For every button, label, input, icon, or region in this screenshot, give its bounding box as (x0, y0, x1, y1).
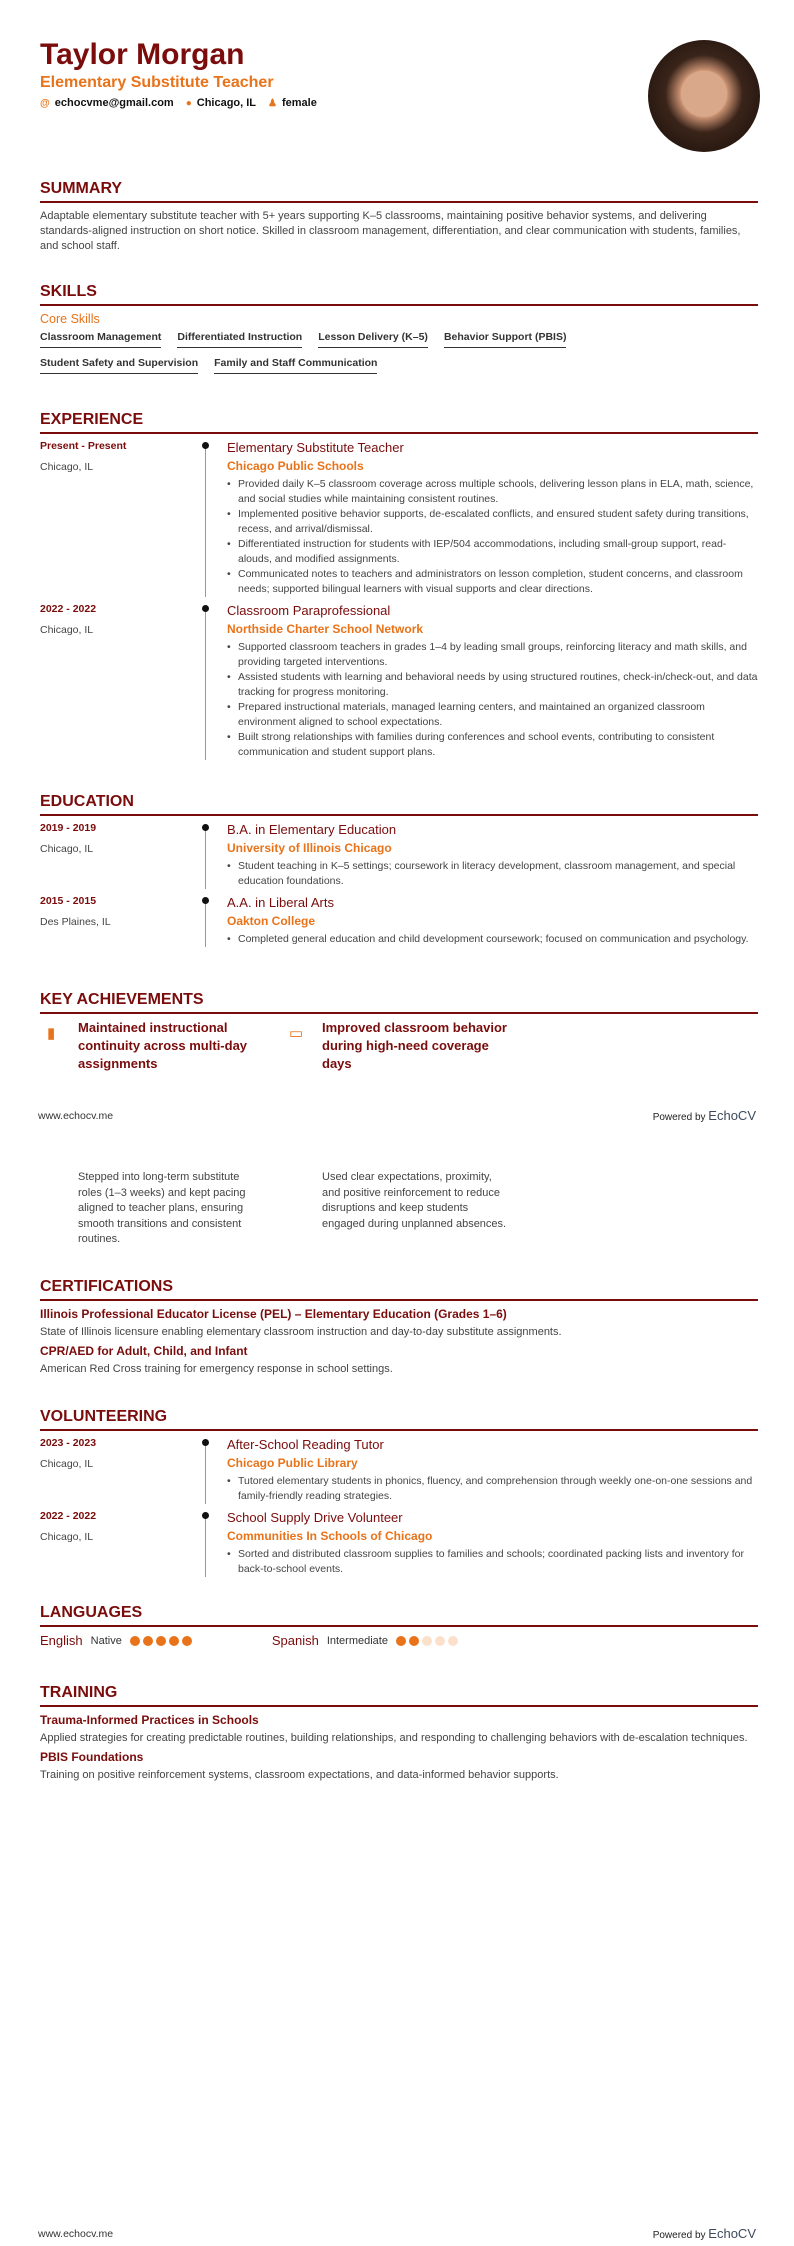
rating-dot (156, 1636, 166, 1646)
bullet-item: • Provided daily K–5 classroom coverage across multiple schools, delivering lesson plans in ELA, math, science, and social studies while maintaining consistent routines. (227, 477, 758, 507)
summary-section (40, 180, 758, 254)
item-title: PBIS Foundations (40, 1750, 144, 1764)
language-name: English (40, 1633, 83, 1648)
entry-title: After-School Reading Tutor (227, 1437, 384, 1452)
entry-location: Chicago, IL (40, 461, 94, 473)
item-title: CPR/AED for Adult, Child, and Infant (40, 1344, 248, 1358)
bullet-item: • Communicated notes to teachers and administrators on lesson completion, student concerns, and classroom needs; supported bilingual learners with visual supports and clear directions. (227, 567, 758, 597)
profile-photo (648, 40, 760, 152)
job-title: Elementary Substitute Teacher (40, 74, 274, 91)
entry-meta (40, 603, 227, 760)
bullet-item: • Completed general education and child development coursework; focused on communication and psychology. (227, 932, 758, 947)
entry-bullets (227, 859, 758, 889)
skill-tag: Differentiated Instruction (177, 331, 302, 348)
footer-powered-by (653, 2226, 756, 2241)
item-title: Trauma-Informed Practices in Schools (40, 1713, 259, 1727)
bullet-item: • Tutored elementary students in phonics, fluency, and comprehension through weekly one-on-one sessions and family-friendly reading strategies. (227, 1474, 758, 1504)
brand-logo: EchoCV (708, 2226, 756, 2241)
entry-title: A.A. in Liberal Arts (227, 895, 334, 910)
powered-by-text: Powered by (652, 2230, 706, 2241)
section-heading: KEY ACHIEVEMENTS (40, 991, 758, 1014)
entry-title: School Supply Drive Volunteer (227, 1510, 403, 1525)
rating-dot (143, 1636, 153, 1646)
entry-date: 2015 - 2015 (40, 895, 97, 907)
section-heading: SKILLS (40, 283, 758, 306)
language-name: Spanish (271, 1633, 319, 1648)
entry-details (227, 440, 758, 597)
language-rating (396, 1636, 458, 1646)
entry-meta (40, 822, 227, 889)
language-item (272, 1633, 458, 1648)
item-description: Training on positive reinforcement systems, classroom expectations, and data-informed behavior supports. (40, 1769, 559, 1781)
language-item (40, 1633, 192, 1648)
item-description: State of Illinois licensure enabling elementary classroom instruction and day-to-day substitute assignments. (40, 1326, 562, 1338)
skill-tag: Classroom Management (40, 331, 161, 348)
rating-dot (409, 1636, 419, 1646)
entry-bullets (227, 1474, 758, 1504)
timeline-entry (40, 603, 758, 760)
item-title: Illinois Professional Educator License (PEL) – Elementary Education (Grades 1–6) (40, 1307, 507, 1321)
section-heading: SUMMARY (40, 180, 758, 203)
achievements-section (40, 991, 758, 1020)
person-icon: ♟ (268, 98, 277, 109)
entry-meta (40, 1437, 227, 1504)
achievement-title: Improved classroom behavior during high-need coverage days (322, 1020, 507, 1071)
powered-by-text: Powered by (652, 1112, 706, 1123)
entry-meta (40, 895, 227, 947)
rating-dot (130, 1636, 140, 1646)
entry-location: Des Plaines, IL (40, 916, 111, 928)
education-list (40, 822, 758, 947)
email-text: echocvme@gmail.com (54, 97, 174, 109)
entry-details (227, 603, 758, 760)
timeline-entry (40, 1437, 758, 1504)
section-heading: LANGUAGES (40, 1604, 758, 1627)
volunteering-section (40, 1408, 758, 1583)
bullet-item: • Prepared instructional materials, managed learning centers, and maintained an organized classroom environment aligned to school expectations. (227, 700, 758, 730)
entry-organization: University of Illinois Chicago (227, 841, 392, 855)
training-list (40, 1713, 758, 1783)
rating-dot (448, 1636, 458, 1646)
rating-dot (396, 1636, 406, 1646)
brand-logo: EchoCV (708, 1108, 756, 1123)
bullet-item: • Supported classroom teachers in grades 1–4 by leading small groups, reinforcing literacy and math skills, and providing targeted interventions. (227, 640, 758, 670)
entry-bullets (227, 477, 758, 597)
language-rating (130, 1636, 192, 1646)
entry-organization: Northside Charter School Network (227, 622, 424, 636)
entry-date: 2022 - 2022 (40, 1510, 97, 1522)
candidate-name: Taylor Morgan (40, 38, 245, 71)
entry-date: 2023 - 2023 (40, 1437, 97, 1449)
timeline-entry (40, 440, 758, 597)
entry-bullets (227, 932, 758, 947)
timeline-line (205, 1513, 206, 1577)
certifications-section (40, 1278, 758, 1381)
timeline-dot (202, 605, 209, 612)
entry-organization: Communities In Schools of Chicago (227, 1529, 433, 1543)
entry-meta (40, 1510, 227, 1577)
location-contact (186, 97, 256, 109)
entry-bullets (227, 1547, 758, 1577)
skills-group-title: Core Skills (40, 312, 100, 326)
certifications-list (40, 1307, 758, 1377)
skill-tag: Family and Staff Communication (214, 357, 377, 374)
education-section (40, 793, 758, 953)
footer-site-link[interactable]: www.echocv.me (38, 1110, 114, 1122)
entry-date: 2019 - 2019 (40, 822, 97, 834)
skills-list (40, 331, 680, 374)
entry-date: 2022 - 2022 (40, 603, 97, 615)
section-heading: TRAINING (40, 1684, 758, 1707)
bullet-item: • Implemented positive behavior supports, de-escalated conflicts, and ensured student safety during transitions, recess, and arrival/dismissal. (227, 507, 758, 537)
achievement-title: Maintained instructional continuity across multi-day assignments (78, 1020, 248, 1071)
timeline-dot (202, 442, 209, 449)
entry-organization: Chicago Public Schools (227, 459, 364, 473)
timeline-dot (202, 824, 209, 831)
entry-details (227, 895, 758, 947)
gender-text: female (282, 97, 317, 109)
summary-text: Adaptable elementary substitute teacher with 5+ years supporting K–5 classrooms, maintaining positive behavior systems, and delivering standards-aligned instruction on short notice. Skilled in classroom management, differentiation, and clear communication with students, families, and school staff. (40, 210, 741, 252)
entry-details (227, 1510, 758, 1577)
bullet-item: • Built strong relationships with families during conferences and school events, contributing to consistent communication and student support plans. (227, 730, 758, 760)
bullet-item: • Differentiated instruction for students with IEP/504 accommodations, including small-group support, read-alouds, and modified assignments. (227, 537, 758, 567)
entry-date: Present - Present (40, 440, 127, 452)
footer-powered-by (653, 1108, 756, 1123)
skill-tag: Lesson Delivery (K–5) (318, 331, 428, 348)
rating-dot (169, 1636, 179, 1646)
location-text: Chicago, IL (196, 97, 257, 109)
entry-title: Elementary Substitute Teacher (227, 440, 404, 455)
section-heading: EDUCATION (40, 793, 758, 816)
at-icon: @ (40, 98, 50, 109)
entry-meta (40, 440, 227, 597)
entry-location: Chicago, IL (40, 624, 94, 636)
skill-tag: Behavior Support (PBIS) (444, 331, 567, 348)
language-level: Native (90, 1634, 122, 1647)
skills-section (40, 283, 758, 374)
languages-list (40, 1633, 758, 1648)
experience-section (40, 411, 758, 766)
footer-site-link[interactable]: www.echocv.me (38, 2228, 114, 2240)
training-section (40, 1684, 758, 1787)
entry-details (227, 1437, 758, 1504)
section-heading: VOLUNTEERING (40, 1408, 758, 1431)
rating-dot (182, 1636, 192, 1646)
experience-list (40, 440, 758, 760)
section-heading: EXPERIENCE (40, 411, 758, 434)
timeline-entry (40, 822, 758, 889)
language-level: Intermediate (326, 1634, 388, 1647)
item-description: American Red Cross training for emergency response in school settings. (40, 1363, 393, 1375)
skill-tag: Student Safety and Supervision (40, 357, 198, 374)
rating-dot (435, 1636, 445, 1646)
entry-location: Chicago, IL (40, 1458, 94, 1470)
languages-section (40, 1604, 758, 1648)
entry-location: Chicago, IL (40, 1531, 94, 1543)
volunteering-list (40, 1437, 758, 1577)
timeline-entry (40, 1510, 758, 1577)
timeline-dot (202, 1512, 209, 1519)
rating-dot (422, 1636, 432, 1646)
timeline-line (205, 443, 206, 597)
document-check-icon: ▮ (47, 1025, 56, 1042)
entry-location: Chicago, IL (40, 843, 94, 855)
timeline-entry (40, 895, 758, 947)
bullet-item: • Student teaching in K–5 settings; coursework in literacy development, classroom management, and special education foundations. (227, 859, 758, 889)
timeline-line (205, 825, 206, 889)
contact-info (40, 97, 317, 109)
entry-organization: Chicago Public Library (227, 1456, 358, 1470)
calendar-icon: ▭ (289, 1025, 304, 1042)
gender-contact (268, 97, 317, 109)
location-pin-icon: ● (185, 98, 192, 109)
section-heading: CERTIFICATIONS (40, 1278, 758, 1301)
achievement-description: Used clear expectations, proximity, and positive reinforcement to reduce disruptions and keep students engaged during unplanned absences. (322, 1171, 507, 1230)
email-contact[interactable] (40, 97, 174, 109)
entry-organization: Oakton College (227, 914, 316, 928)
timeline-line (205, 1440, 206, 1504)
timeline-dot (202, 1439, 209, 1446)
entry-title: B.A. in Elementary Education (227, 822, 397, 837)
timeline-line (205, 606, 206, 760)
entry-bullets (227, 640, 758, 760)
bullet-item: • Assisted students with learning and behavioral needs by using structured routines, check-in/check-out, and data tracking for progress monitoring. (227, 670, 758, 700)
bullet-item: • Sorted and distributed classroom supplies to families and schools; coordinated packing lists and inventory for back-to-school events. (227, 1547, 758, 1577)
item-description: Applied strategies for creating predictable routines, building relationships, and responding to challenging behaviors with de-escalation techniques. (40, 1732, 748, 1744)
achievement-description: Stepped into long-term substitute roles (1–3 weeks) and kept pacing aligned to teacher plans, ensuring smooth transitions and consistent routines. (78, 1171, 246, 1245)
entry-details (227, 822, 758, 889)
entry-title: Classroom Paraprofessional (227, 603, 391, 618)
timeline-dot (202, 897, 209, 904)
timeline-line (205, 898, 206, 947)
